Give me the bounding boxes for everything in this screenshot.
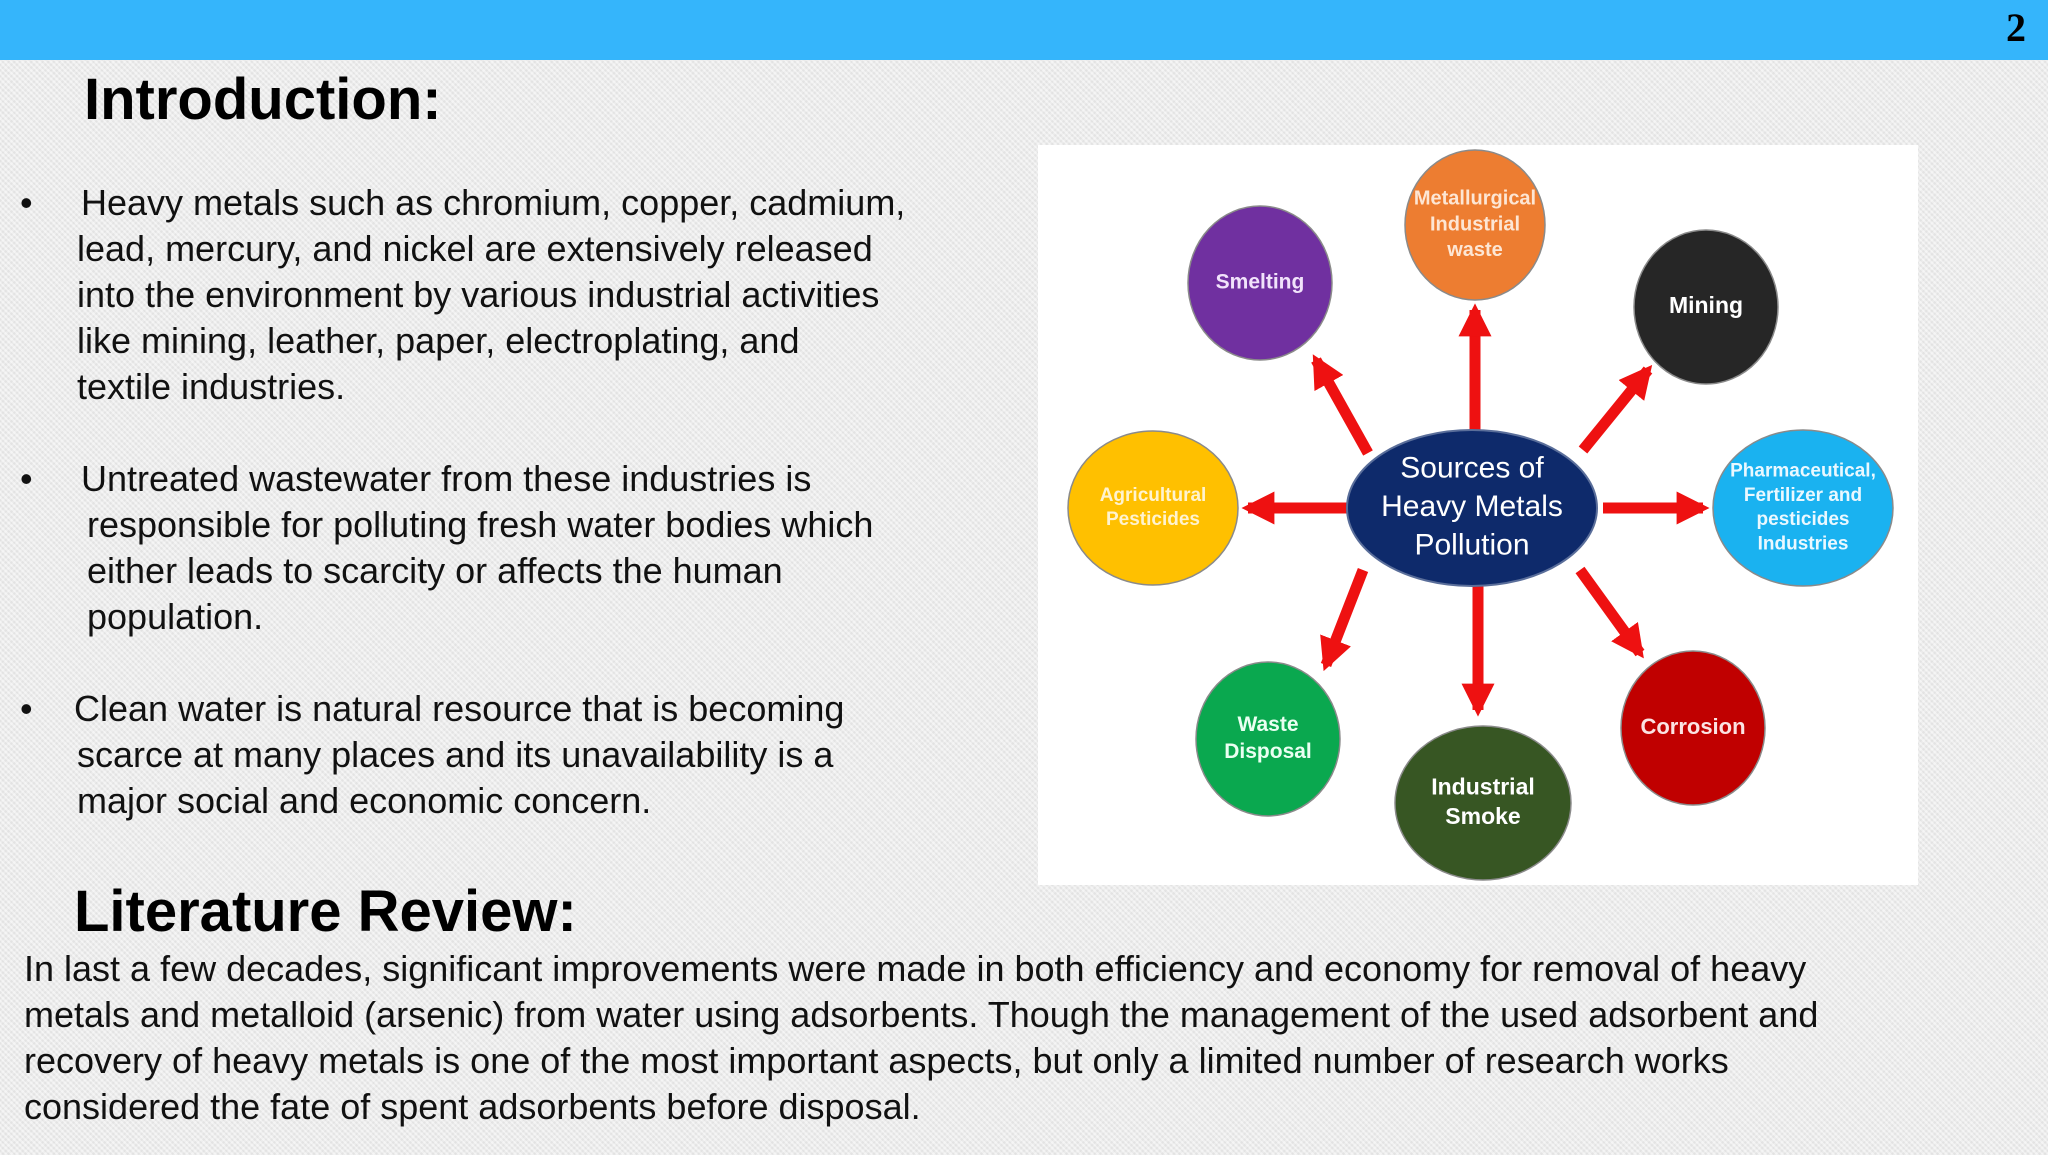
literature-review-heading: Literature Review: bbox=[74, 879, 577, 944]
bullet-item bbox=[20, 456, 1010, 640]
node-label: Sources of bbox=[1400, 451, 1544, 485]
bullet-text-line: lead, mercury, and nickel are extensively released bbox=[77, 228, 873, 269]
bullet-text-line: textile industries. bbox=[77, 366, 346, 407]
bullet-text-line: into the environment by various industrial activities bbox=[77, 274, 880, 315]
node-label: Pollution bbox=[1414, 528, 1530, 562]
node-circle bbox=[1068, 431, 1238, 585]
bullet-text-line: responsible for polluting fresh water bodies which bbox=[87, 504, 874, 545]
node-label: Industrial bbox=[1431, 773, 1535, 800]
bullet-text-line: population. bbox=[87, 596, 264, 637]
red-arrow-icon bbox=[1583, 370, 1648, 450]
heavy-metals-sources-diagram bbox=[1038, 145, 1918, 885]
diagram-svg bbox=[1038, 145, 1918, 885]
node-label: Metallurgical bbox=[1413, 187, 1537, 210]
node-label: Smoke bbox=[1445, 802, 1521, 829]
bullet-item bbox=[20, 686, 1010, 824]
bullet-text-line: Heavy metals such as chromium, copper, cadmium, bbox=[81, 182, 906, 223]
node-industrial-smoke bbox=[1395, 726, 1571, 880]
bullet-text-line: Untreated wastewater from these industries is bbox=[81, 458, 812, 499]
node-metallurgical bbox=[1405, 150, 1545, 300]
node-pharmaceutical bbox=[1713, 430, 1893, 586]
node-label: waste bbox=[1447, 238, 1503, 261]
node-label: Mining bbox=[1668, 292, 1744, 319]
node-label: Disposal bbox=[1224, 739, 1312, 763]
bullet-text-line: like mining, leather, paper, electroplating, and bbox=[77, 320, 800, 361]
red-arrow-icon bbox=[1326, 570, 1363, 665]
node-circle bbox=[1713, 430, 1893, 586]
node-label: pesticides bbox=[1756, 509, 1850, 531]
node-mining bbox=[1634, 230, 1778, 384]
node-label: Heavy Metals bbox=[1381, 489, 1563, 523]
node-label: Industrial bbox=[1429, 213, 1521, 236]
bullet-text-line: Clean water is natural resource that is becoming bbox=[74, 688, 845, 729]
bullet-text-line: major social and economic concern. bbox=[77, 780, 652, 821]
node-label: Pesticides bbox=[1106, 509, 1200, 531]
literature-review-text: In last a few decades, significant improvements were made in both efficiency and economy for removal of heavy metals and metalloid (arsenic) from water using adsorbents. Though the management of the used adsorbent and recovery of heavy metals is one of the most important aspects, but only a limited number of research works considered the fate of spent adsorbents before disposal. bbox=[24, 948, 1819, 1127]
node-label: Corrosion bbox=[1640, 713, 1746, 739]
node-waste-disposal bbox=[1196, 662, 1340, 816]
node-center bbox=[1347, 430, 1597, 586]
node-smelting bbox=[1188, 206, 1332, 360]
introduction-heading: Introduction: bbox=[84, 67, 442, 132]
red-arrow-icon bbox=[1316, 360, 1368, 453]
bullet-dot-icon: • bbox=[20, 688, 33, 729]
bullet-dot-icon: • bbox=[20, 458, 33, 499]
bullet-dot-icon: • bbox=[20, 182, 33, 223]
bullet-item bbox=[20, 180, 1010, 410]
slide-number: 2 bbox=[2006, 5, 2026, 50]
bullet-text-line: scarce at many places and its unavailability is a bbox=[77, 734, 834, 775]
node-label: Industries bbox=[1757, 533, 1849, 555]
top-bar bbox=[0, 0, 2048, 60]
node-label: Pharmaceutical, bbox=[1730, 460, 1876, 482]
node-label: Smelting bbox=[1215, 270, 1305, 294]
node-corrosion bbox=[1621, 651, 1765, 805]
bullet-text-line: either leads to scarcity or affects the human bbox=[87, 550, 783, 591]
introduction-bullet-list bbox=[20, 180, 1010, 870]
node-label: Agricultural bbox=[1099, 484, 1207, 506]
node-agricultural bbox=[1068, 431, 1238, 585]
node-label: Fertilizer and bbox=[1743, 484, 1863, 506]
node-label: Waste bbox=[1237, 713, 1299, 737]
red-arrow-icon bbox=[1580, 570, 1640, 653]
